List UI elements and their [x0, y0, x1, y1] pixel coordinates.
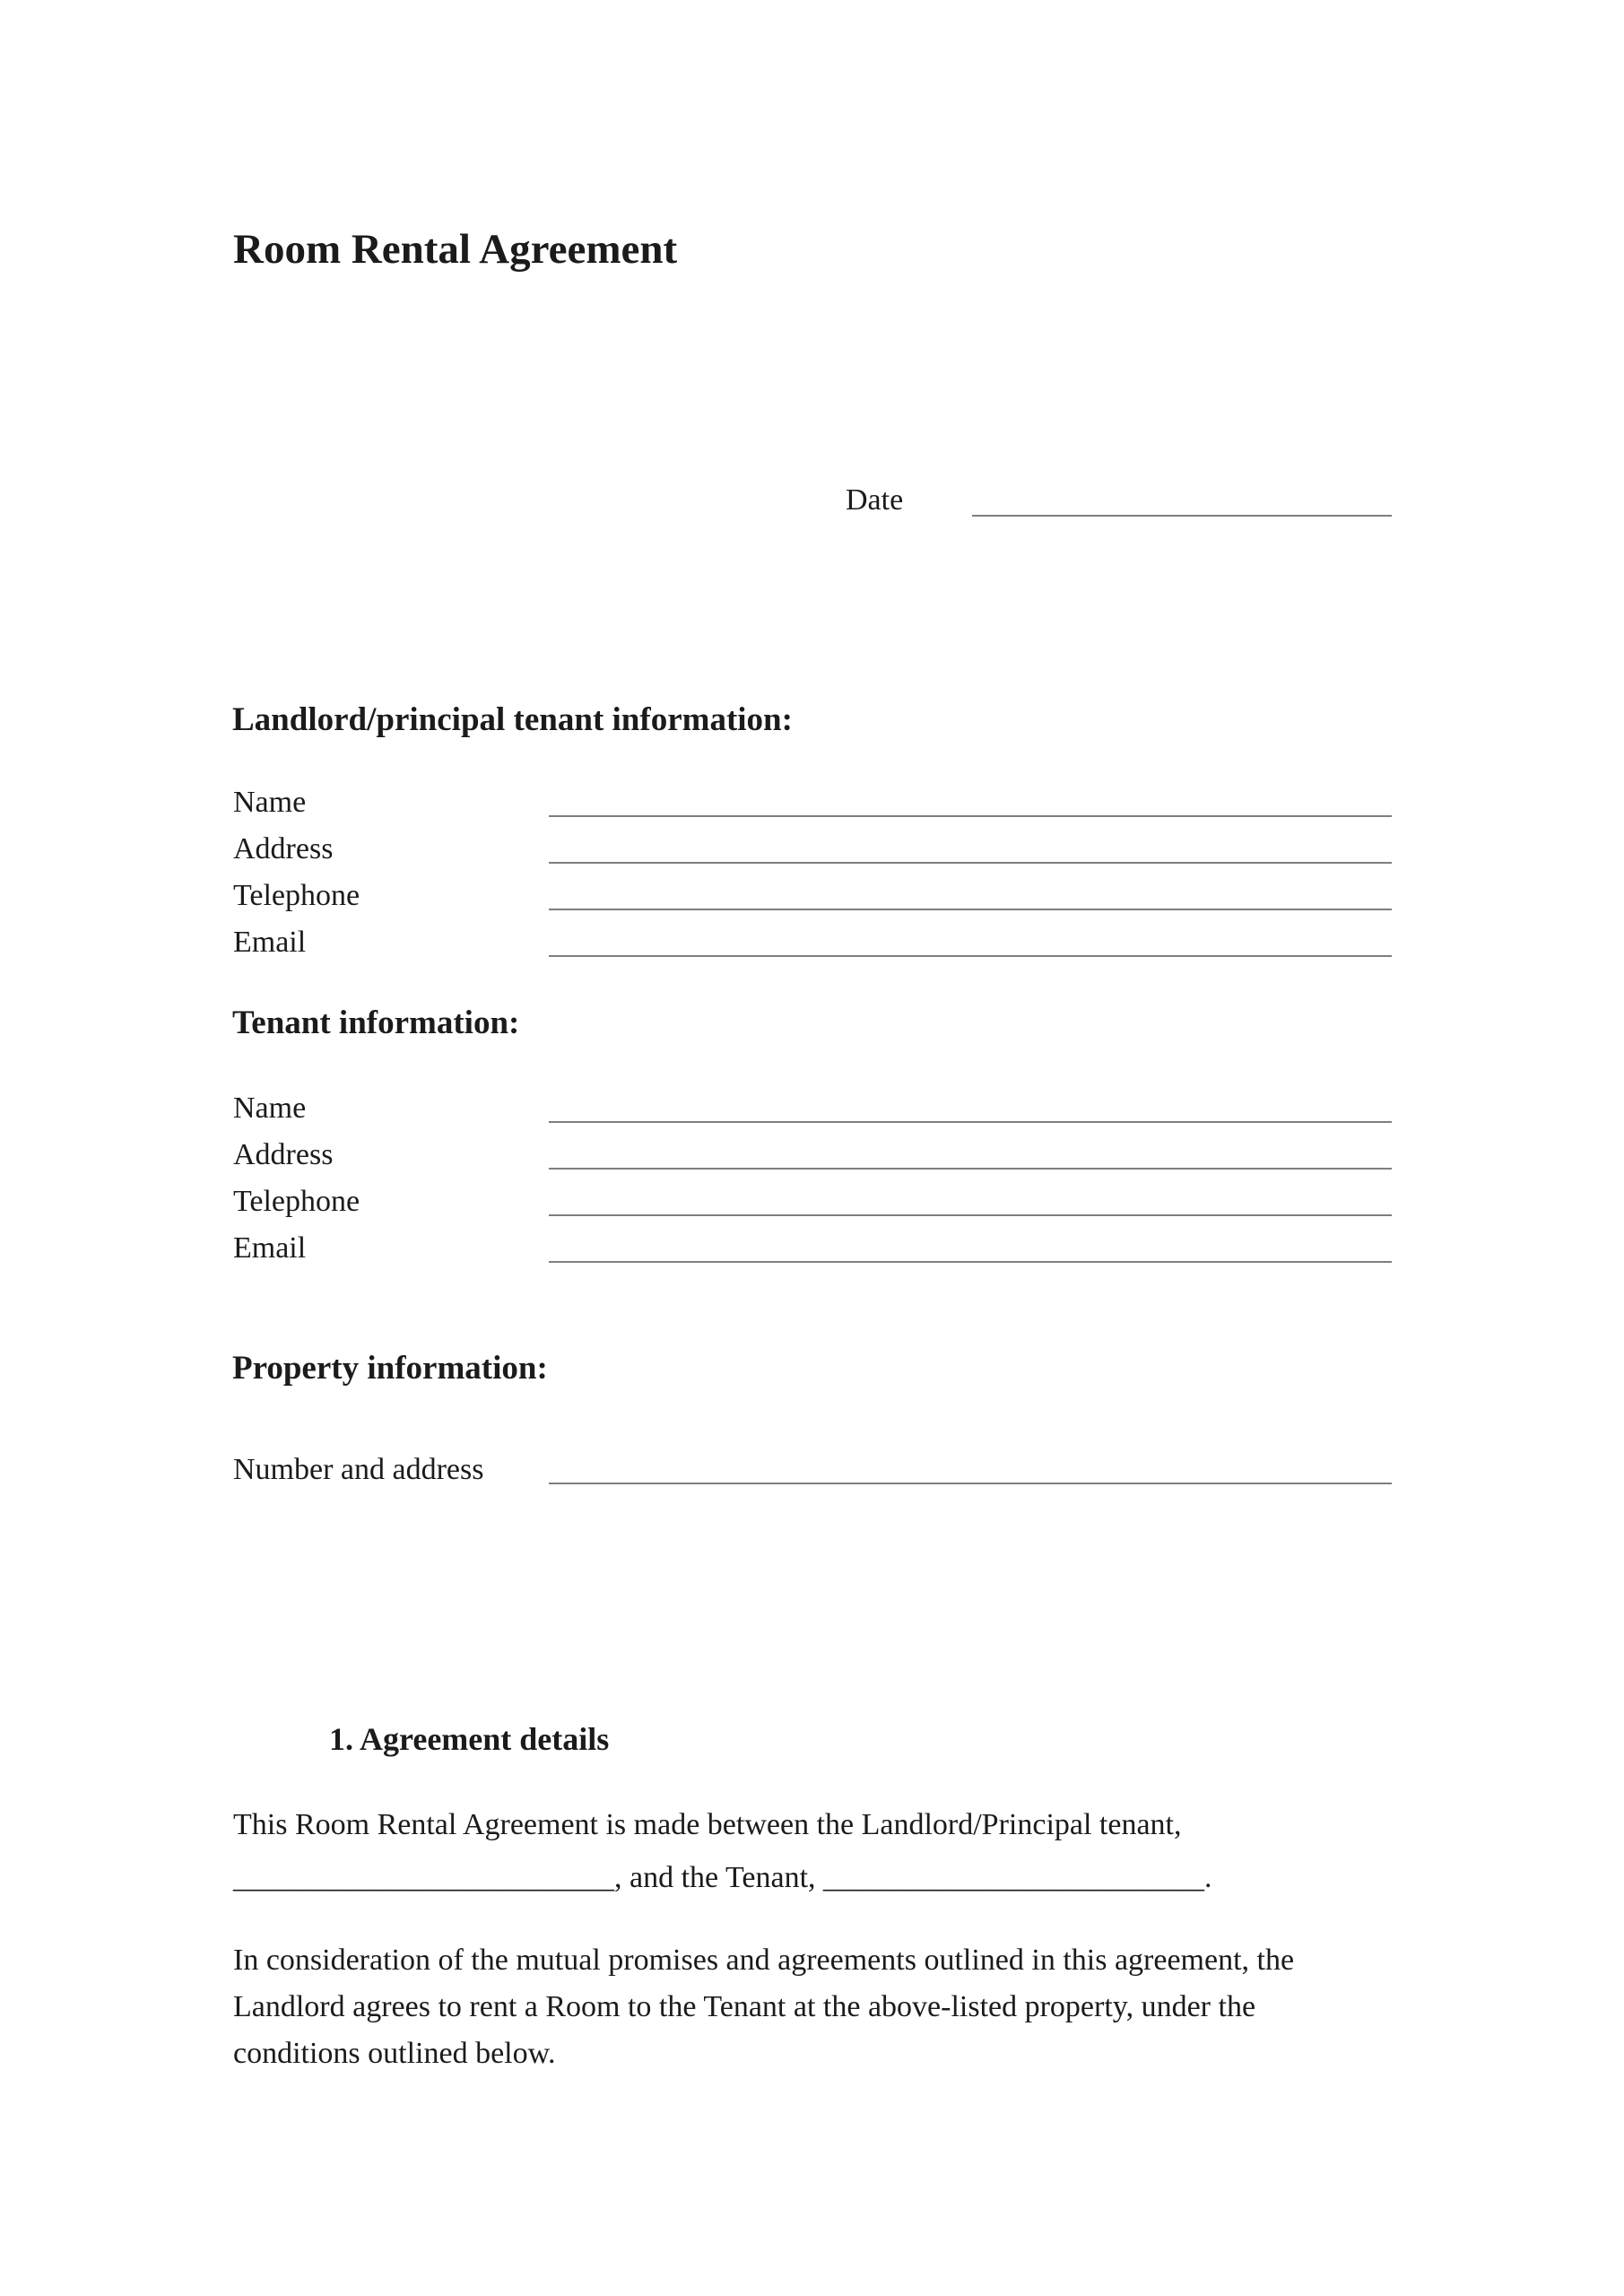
agreement-paragraph2-line2: Landlord agrees to rent a Room to the Tenant at the above-listed property, under the — [233, 1990, 1256, 2023]
landlord-address-label: Address — [233, 832, 334, 865]
agreement-paragraph2-line3: conditions outlined below. — [233, 2037, 556, 2070]
agreement-paragraph1-line1: This Room Rental Agreement is made between the Landlord/Principal tenant, — [233, 1808, 1182, 1841]
field-row — [233, 1093, 1392, 1124]
field-row — [233, 927, 1392, 958]
agreement-paragraph2-line1: In consideration of the mutual promises and agreements outlined in this agreement, the — [233, 1944, 1295, 1977]
landlord-email-label: Email — [233, 926, 307, 959]
paragraph-text: , and the Tenant, — [614, 1861, 824, 1894]
field-row — [233, 1187, 1392, 1217]
field-row — [233, 1140, 1392, 1170]
field-row — [233, 1455, 1392, 1485]
tenant-email-fill-in-line[interactable] — [549, 1233, 1392, 1263]
tenant-address-fill-in-line[interactable] — [549, 1140, 1392, 1170]
tenant-address-label: Address — [233, 1138, 334, 1171]
paragraph-text: . — [1204, 1861, 1212, 1894]
landlord-email-fill-in-line[interactable] — [549, 927, 1392, 957]
tenant-email-label: Email — [233, 1231, 307, 1265]
section-heading-property: Property information: — [232, 1350, 548, 1387]
field-row — [233, 787, 1392, 818]
page-title: Room Rental Agreement — [233, 226, 678, 273]
tenant-telephone-fill-in-line[interactable] — [549, 1187, 1392, 1216]
landlord-name-label: Name — [233, 786, 307, 819]
landlord-telephone-fill-in-line[interactable] — [549, 881, 1392, 910]
tenant-name-blank[interactable]: _________________________ — [823, 1861, 1205, 1894]
section-heading-tenant: Tenant information: — [232, 1004, 520, 1041]
section-heading-landlord: Landlord/principal tenant information: — [232, 701, 793, 738]
date-fill-in-line[interactable] — [972, 485, 1392, 517]
landlord-telephone-label: Telephone — [233, 879, 360, 912]
date-label: Date — [846, 483, 904, 517]
property-number-address-fill-in-line[interactable] — [549, 1455, 1392, 1484]
agreement-paragraph1-line2 — [233, 1855, 1417, 1901]
landlord-name-fill-in-line[interactable] — [549, 787, 1392, 817]
field-row — [233, 1233, 1392, 1264]
landlord-address-fill-in-line[interactable] — [549, 834, 1392, 864]
field-row — [233, 881, 1392, 911]
tenant-name-fill-in-line[interactable] — [549, 1093, 1392, 1123]
property-number-address-label: Number and address — [233, 1453, 484, 1486]
agreement-details-heading: 1. Agreement details — [329, 1721, 610, 1757]
landlord-name-blank[interactable]: _________________________ — [233, 1861, 614, 1894]
tenant-name-label: Name — [233, 1091, 307, 1125]
field-row — [233, 834, 1392, 865]
tenant-telephone-label: Telephone — [233, 1185, 360, 1218]
